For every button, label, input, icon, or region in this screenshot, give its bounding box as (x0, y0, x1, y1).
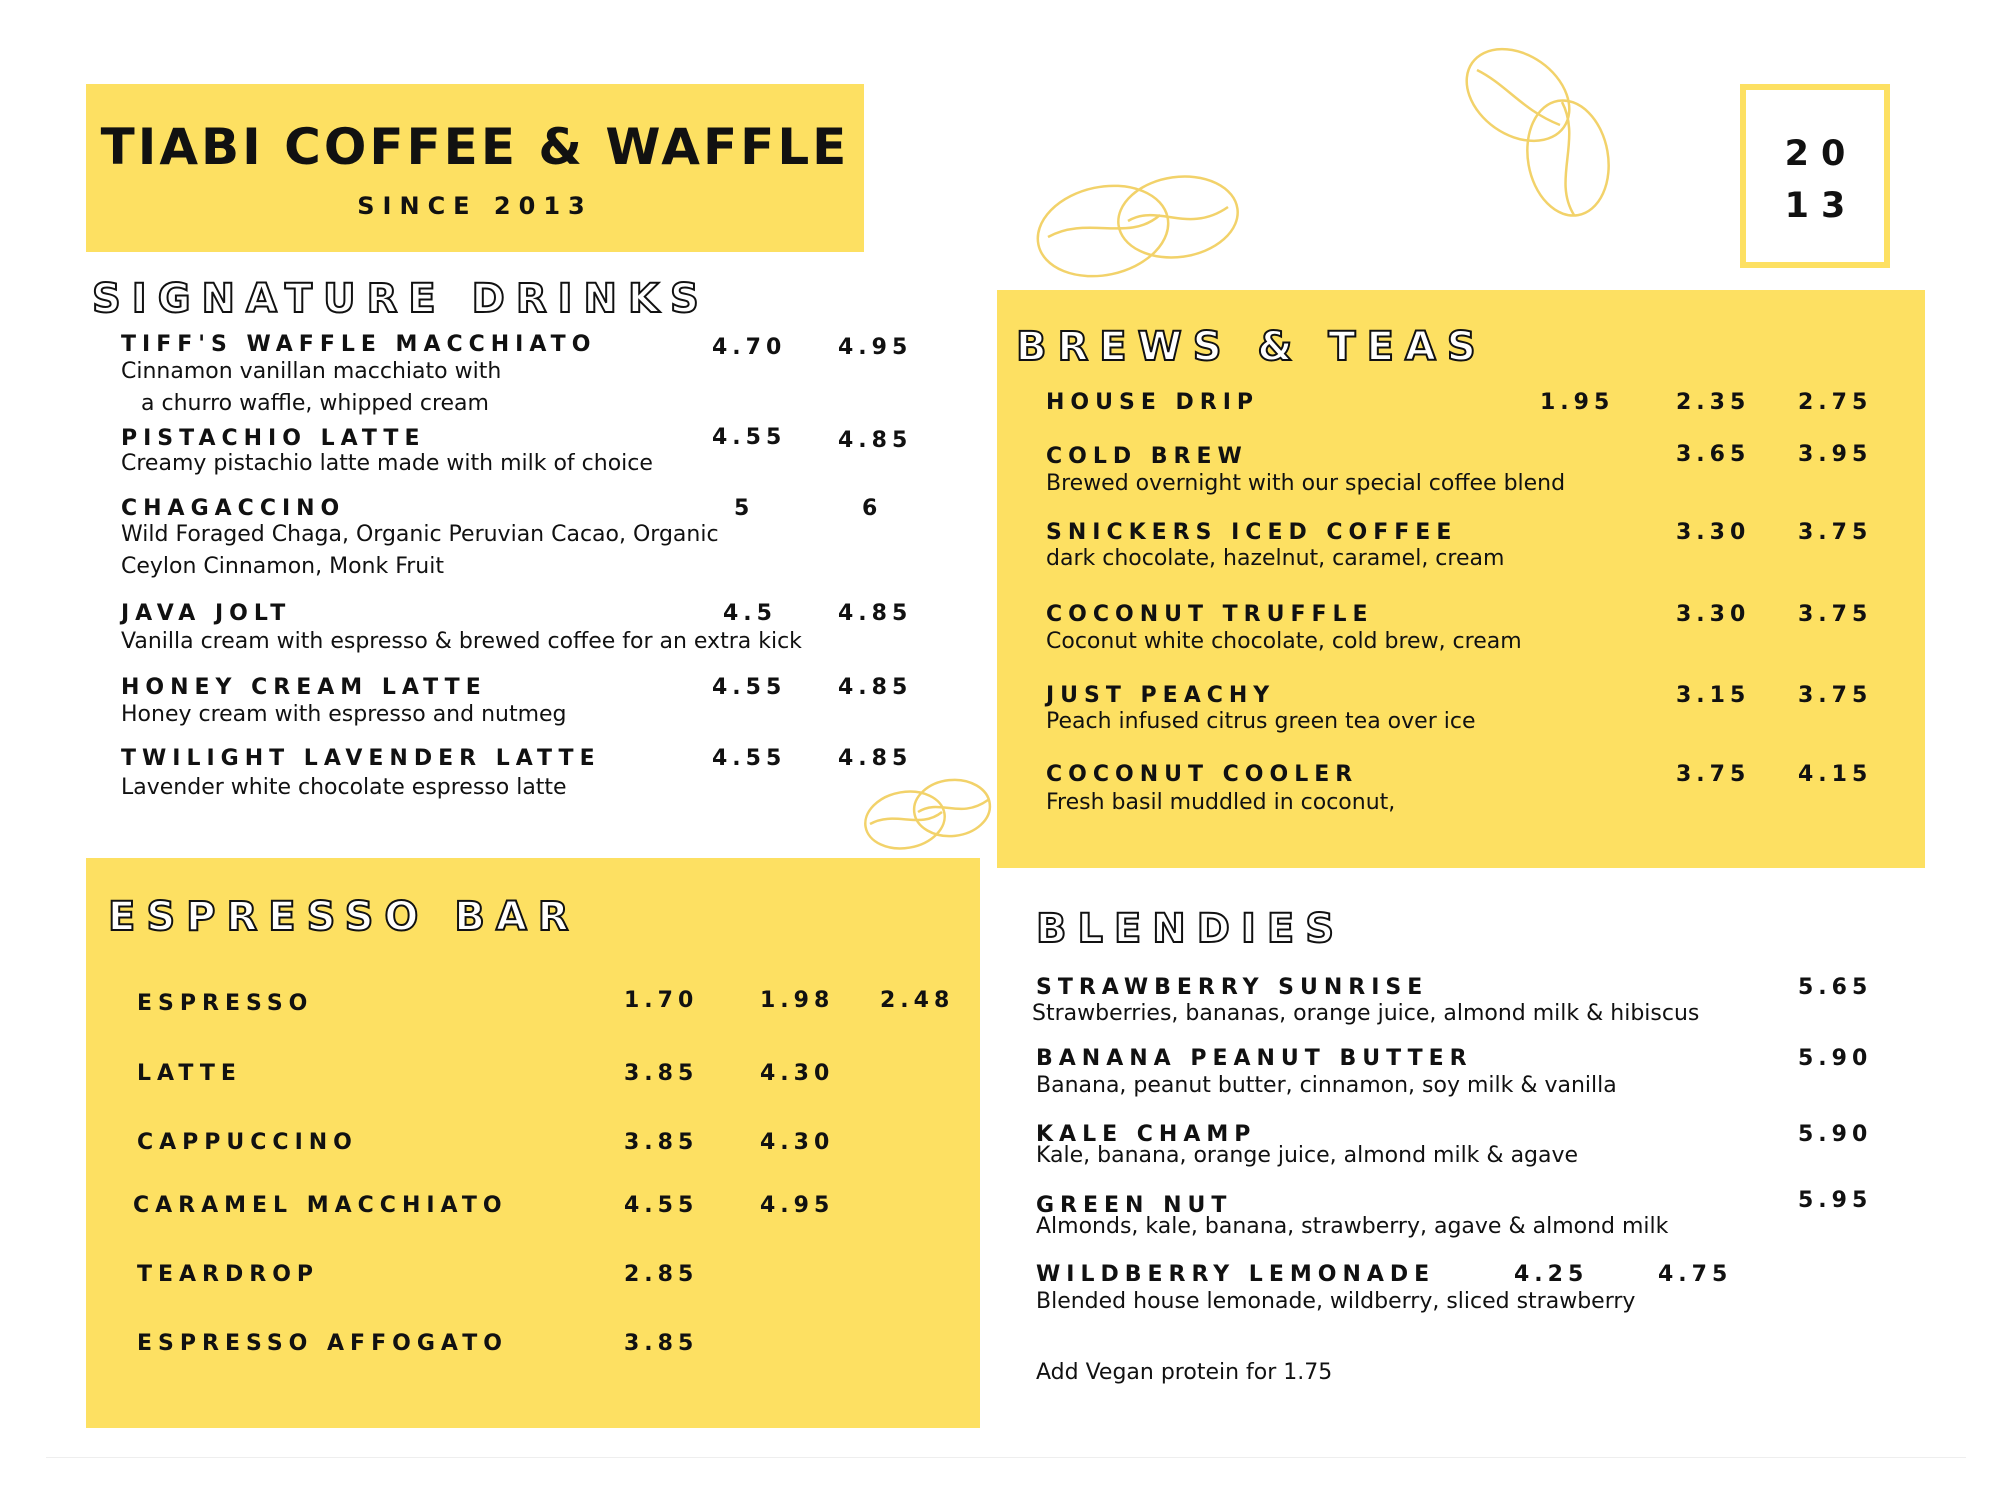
menu-item-price: 4.70 (712, 335, 787, 360)
menu-item-price: 3.85 (624, 1331, 699, 1356)
menu-item-price: 4.55 (712, 675, 787, 700)
menu-item-name: ESPRESSO AFFOGATO (137, 1331, 508, 1356)
menu-item-name: PISTACHIO LATTE (121, 426, 426, 451)
menu-item-price: 3.75 (1798, 520, 1873, 545)
menu-item-desc: Lavender white chocolate espresso latte (121, 775, 567, 800)
menu-item-price: 4.85 (838, 746, 913, 771)
menu-item-price: 4.30 (760, 1061, 835, 1086)
menu-item-price: 2.75 (1798, 390, 1873, 415)
menu-item-desc: Fresh basil muddled in coconut, (1046, 790, 1396, 815)
menu-item-desc: Banana, peanut butter, cinnamon, soy milk & vanilla (1036, 1073, 1617, 1098)
menu-item-price: 3.85 (624, 1061, 699, 1086)
section-heading-brews: BREWS & TEAS (1016, 324, 1487, 370)
menu-item-name: TEARDROP (137, 1262, 320, 1287)
menu-item-price: 4.95 (760, 1193, 835, 1218)
menu-item-price: 3.75 (1798, 602, 1873, 627)
menu-item-price: 4.25 (1514, 1262, 1589, 1287)
menu-item-price: 4.55 (624, 1193, 699, 1218)
menu-item-desc: Almonds, kale, banana, strawberry, agave & almond milk (1036, 1214, 1669, 1239)
page-title: TIABI COFFEE & WAFFLE (100, 118, 850, 176)
menu-item-price: 3.85 (624, 1130, 699, 1155)
menu-item-desc: Brewed overnight with our special coffee blend (1046, 471, 1566, 496)
menu-item-price: 4.75 (1658, 1262, 1733, 1287)
menu-item-name: CARAMEL MACCHIATO (133, 1193, 508, 1218)
menu-item-price: 3.75 (1798, 683, 1873, 708)
menu-item-price: 3.75 (1676, 762, 1751, 787)
menu-item-name: STRAWBERRY SUNRISE (1036, 975, 1429, 1000)
menu-item-price: 4.5 (723, 601, 777, 626)
section-heading-blendies: BLENDIES (1036, 906, 1345, 952)
menu-item-name: WILDBERRY LEMONADE (1036, 1262, 1436, 1287)
menu-item-price: 3.30 (1676, 602, 1751, 627)
menu-item-desc: Honey cream with espresso and nutmeg (121, 702, 567, 727)
menu-item-price: 4.85 (838, 675, 913, 700)
menu-item-desc: dark chocolate, hazelnut, caramel, cream (1046, 546, 1505, 571)
menu-item-price: 4.85 (838, 428, 913, 453)
menu-item-price: 5.95 (1798, 1188, 1873, 1213)
menu-item-name: COLD BREW (1046, 444, 1248, 469)
menu-item-desc: a churro waffle, whipped cream (141, 391, 489, 416)
menu-item-name: BANANA PEANUT BUTTER (1036, 1046, 1473, 1071)
coffee-bean-icon (860, 772, 1000, 852)
coffee-bean-icon (1452, 40, 1632, 225)
menu-item-desc: Wild Foraged Chaga, Organic Peruvian Cacao, Organic (121, 522, 719, 547)
menu-item-price: 4.95 (838, 335, 913, 360)
menu-item-name: COCONUT TRUFFLE (1046, 602, 1374, 627)
menu-item-name: TWILIGHT LAVENDER LATTE (121, 746, 601, 771)
menu-item-name: COCONUT COOLER (1046, 762, 1359, 787)
section-heading-espresso: ESPRESSO BAR (108, 894, 580, 940)
add-on-note: Add Vegan protein for 1.75 (1036, 1360, 1333, 1385)
menu-item-price: 5.65 (1798, 975, 1873, 1000)
menu-item-price: 1.70 (624, 988, 699, 1013)
menu-item-name: JAVA JOLT (121, 601, 292, 626)
menu-item-price: 4.30 (760, 1130, 835, 1155)
menu-item-name: GREEN NUT (1036, 1193, 1233, 1218)
menu-item-name: SNICKERS ICED COFFEE (1046, 520, 1458, 545)
menu-item-name: JUST PEACHY (1046, 683, 1276, 708)
year-box (1740, 84, 1890, 268)
menu-item-name: LATTE (137, 1061, 242, 1086)
menu-item-name: HOUSE DRIP (1046, 390, 1260, 415)
menu-item-name: CAPPUCCINO (137, 1130, 358, 1155)
menu-item-price: 5 (734, 496, 755, 521)
year-line-2: 13 (1784, 186, 1858, 226)
year-line-1: 20 (1784, 134, 1858, 174)
menu-item-price: 2.48 (880, 988, 955, 1013)
menu-item-desc: Blended house lemonade, wildberry, sliced strawberry (1036, 1289, 1636, 1314)
header-banner (86, 84, 864, 252)
menu-item-price: 3.15 (1676, 683, 1751, 708)
menu-item-name: TIFF'S WAFFLE MACCHIATO (121, 332, 597, 357)
menu-item-name: HONEY CREAM LATTE (121, 675, 487, 700)
menu-item-desc: Strawberries, bananas, orange juice, almond milk & hibiscus (1032, 1001, 1700, 1026)
menu-item-price: 2.85 (624, 1262, 699, 1287)
menu-item-price: 3.30 (1676, 520, 1751, 545)
menu-item-desc: Ceylon Cinnamon, Monk Fruit (121, 554, 444, 579)
coffee-bean-icon (1028, 165, 1248, 285)
menu-item-price: 1.98 (760, 988, 835, 1013)
menu-item-price: 3.65 (1676, 442, 1751, 467)
menu-item-desc: Vanilla cream with espresso & brewed coffee for an extra kick (121, 629, 802, 654)
menu-item-desc: Peach infused citrus green tea over ice (1046, 709, 1476, 734)
menu-item-desc: Coconut white chocolate, cold brew, cream (1046, 629, 1522, 654)
menu-item-price: 6 (862, 496, 883, 521)
menu-item-desc: Cinnamon vanillan macchiato with (121, 359, 502, 384)
section-heading-signature: SIGNATURE DRINKS (92, 276, 710, 322)
menu-item-name: KALE CHAMP (1036, 1122, 1257, 1147)
menu-item-price: 4.15 (1798, 762, 1873, 787)
menu-item-price: 5.90 (1798, 1122, 1873, 1147)
menu-item-name: ESPRESSO (137, 991, 314, 1016)
menu-item-desc: Kale, banana, orange juice, almond milk & agave (1036, 1143, 1579, 1168)
menu-item-name: CHAGACCINO (121, 496, 346, 521)
menu-item-price: 5.90 (1798, 1046, 1873, 1071)
menu-item-price: 1.95 (1540, 390, 1615, 415)
page-subtitle: SINCE 2013 (357, 192, 593, 220)
menu-item-price: 4.85 (838, 601, 913, 626)
menu-item-price: 4.55 (712, 746, 787, 771)
bottom-divider (46, 1457, 1966, 1458)
menu-item-price: 2.35 (1676, 390, 1751, 415)
menu-item-price: 4.55 (712, 425, 787, 450)
menu-item-price: 3.95 (1798, 442, 1873, 467)
menu-item-desc: Creamy pistachio latte made with milk of choice (121, 451, 653, 476)
